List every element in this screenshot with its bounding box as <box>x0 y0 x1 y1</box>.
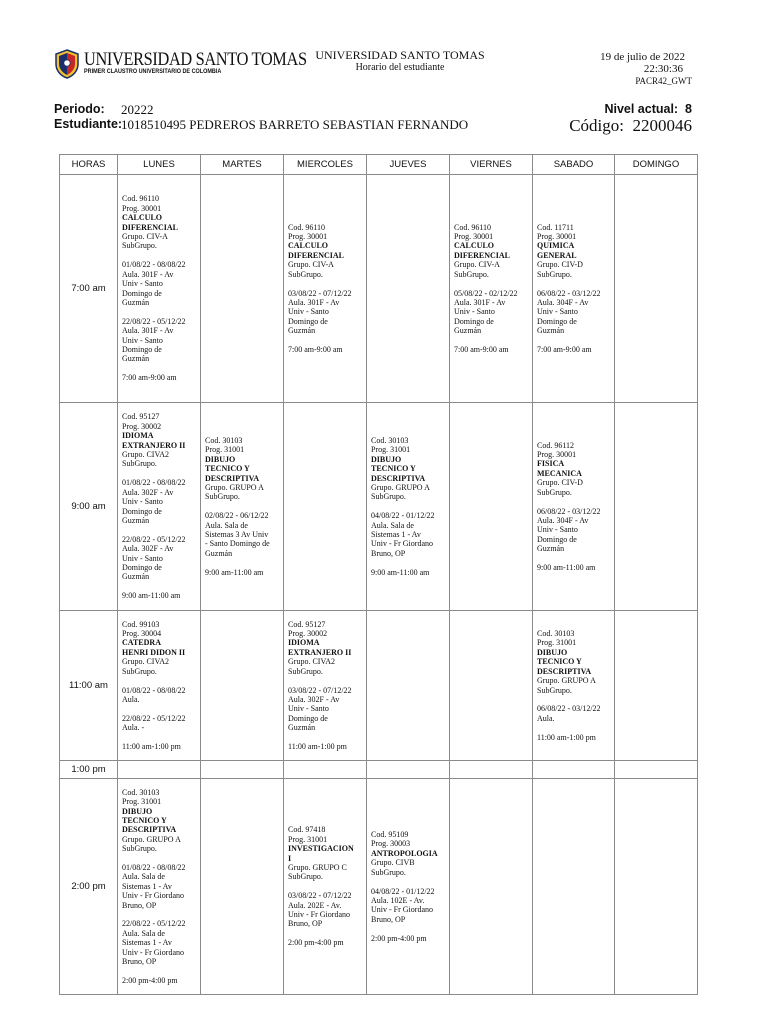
class-detail: Cod. 95109 <box>371 830 409 840</box>
class-block <box>201 436 283 577</box>
day-cell-martes <box>201 761 284 779</box>
course-name: DESCRIPTIVA <box>122 825 177 835</box>
class-detail: Bruno, OP <box>371 914 406 924</box>
periodo-label: Periodo: <box>54 102 105 116</box>
codigo-label: Código: <box>569 116 624 135</box>
codigo-value: 2200046 <box>632 116 692 135</box>
day-cell-sabado <box>533 611 615 761</box>
class-detail: SubGrupo. <box>371 492 406 502</box>
class-detail: SubGrupo. <box>288 666 323 676</box>
day-cell-lunes <box>118 403 201 611</box>
class-detail: Bruno, OP <box>288 919 323 929</box>
class-detail: Grupo. GRUPO A <box>537 676 596 686</box>
day-cell-viernes <box>450 761 533 779</box>
course-name: ANTROPOLOGIA <box>371 848 438 858</box>
class-block <box>118 620 200 752</box>
course-name: GENERAL <box>537 250 577 260</box>
schedule-row <box>60 611 698 761</box>
class-detail: Aula. 302F - Av <box>122 544 174 554</box>
hour-cell: 9:00 am <box>60 403 118 611</box>
course-name: IDIOMA <box>288 638 320 648</box>
class-detail: Prog. 30001 <box>454 232 494 242</box>
schedule-table <box>59 154 698 995</box>
class-detail: Domingo de <box>122 562 162 572</box>
estudiante-label: Estudiante: <box>54 117 123 131</box>
class-detail: Cod. 11711 <box>537 222 574 232</box>
class-detail: Univ - Fr Giordano <box>122 891 184 901</box>
col-header-domingo: DOMINGO <box>615 155 698 175</box>
class-detail: Cod. 30103 <box>122 787 160 797</box>
class-detail: 02/08/22 - 06/12/22 <box>205 511 269 521</box>
class-detail: 9:00 am-11:00 am <box>371 567 430 577</box>
class-detail: Cod. 96110 <box>454 222 492 232</box>
course-name: DIBUJO <box>371 454 402 464</box>
course-name: DESCRIPTIVA <box>371 473 426 483</box>
course-name: DESCRIPTIVA <box>537 666 592 676</box>
class-detail: SubGrupo. <box>371 867 406 877</box>
day-cell-viernes <box>450 779 533 995</box>
class-detail: 04/08/22 - 01/12/22 <box>371 511 435 521</box>
class-detail: SubGrupo. <box>122 844 157 854</box>
class-detail: Prog. 30001 <box>537 232 577 242</box>
class-block <box>367 830 449 943</box>
course-name: DIFERENCIAL <box>288 250 345 260</box>
day-cell-miercoles <box>284 779 367 995</box>
class-detail: Domingo de <box>122 344 162 354</box>
course-name: EXTRANJERO II <box>288 647 352 657</box>
day-cell-martes <box>201 611 284 761</box>
logo-tagline: PRIMER CLAUSTRO UNIVERSITARIO DE COLOMBIA <box>84 68 222 75</box>
class-detail: Prog. 31001 <box>371 445 411 455</box>
class-detail: Aula. 301F - Av <box>288 297 340 307</box>
course-name: DIFERENCIAL <box>122 222 179 232</box>
class-block <box>284 223 366 355</box>
class-detail: Bruno, OP <box>371 548 406 558</box>
class-detail: Guzmán <box>122 297 150 307</box>
crest-icon <box>54 49 80 79</box>
class-detail: Prog. 30004 <box>122 629 162 639</box>
class-detail: Cod. 30103 <box>205 435 243 445</box>
header-row <box>60 155 698 175</box>
class-detail: Univ - Santo <box>454 307 495 317</box>
class-detail: Grupo. GRUPO C <box>288 863 347 872</box>
class-block <box>367 436 449 577</box>
class-detail: 22/08/22 - 05/12/22 <box>122 316 186 326</box>
class-block <box>284 620 366 752</box>
class-detail: Cod. 99103 <box>122 619 160 629</box>
class-block <box>118 788 200 985</box>
class-detail: Aula. <box>122 694 140 704</box>
day-cell-miercoles <box>284 761 367 779</box>
class-detail: Grupo. CIVA2 <box>122 450 169 460</box>
class-detail: Aula. Sala de <box>122 928 165 938</box>
class-block <box>118 194 200 382</box>
class-detail: Guzmán <box>537 544 565 554</box>
day-cell-lunes <box>118 779 201 995</box>
course-name: FISICA <box>537 459 565 469</box>
class-detail: 11:00 am-1:00 pm <box>122 741 181 751</box>
class-detail: 2:00 pm-4:00 pm <box>288 938 344 948</box>
day-cell-jueves <box>367 403 450 611</box>
class-detail: 22/08/22 - 05/12/22 <box>122 534 186 544</box>
nivel-actual <box>520 102 692 117</box>
schedule-row <box>60 403 698 611</box>
class-detail: 2:00 pm-4:00 pm <box>122 975 178 985</box>
day-cell-sabado <box>533 779 615 995</box>
class-detail: 9:00 am-11:00 am <box>122 591 181 601</box>
class-detail: SubGrupo. <box>122 241 157 251</box>
class-detail: Aula. 304F - Av <box>537 515 589 525</box>
class-detail: SubGrupo. <box>537 487 572 497</box>
hour-cell: 11:00 am <box>60 611 118 761</box>
class-detail: Univ - Fr Giordano <box>371 905 433 915</box>
class-detail: Bruno, OP <box>122 957 157 967</box>
col-header-jueves: JUEVES <box>367 155 450 175</box>
class-detail: Guzmán <box>205 548 233 558</box>
class-detail: Univ - Fr Giordano <box>122 947 184 957</box>
report-code: PACR42_GWT <box>635 76 692 86</box>
day-cell-viernes <box>450 175 533 403</box>
class-detail: Guzmán <box>454 326 482 336</box>
class-detail: Cod. 95127 <box>288 619 326 629</box>
day-cell-jueves <box>367 175 450 403</box>
class-detail: SubGrupo. <box>288 872 323 882</box>
course-name: TECNICO Y <box>537 657 582 667</box>
class-detail: Grupo. CIVB <box>371 858 415 868</box>
day-cell-viernes <box>450 403 533 611</box>
class-detail: 01/08/22 - 08/08/22 <box>122 862 186 872</box>
course-name: CALCULO <box>122 213 163 223</box>
class-detail: Univ - Santo <box>288 704 329 714</box>
day-cell-martes <box>201 175 284 403</box>
class-detail: Guzmán <box>122 572 150 582</box>
class-detail: Cod. 30103 <box>371 435 409 445</box>
hour-cell: 1:00 pm <box>60 761 118 779</box>
class-detail: Aula. Sala de <box>371 520 414 530</box>
course-name: CALCULO <box>288 241 329 251</box>
class-detail: SubGrupo. <box>205 492 240 502</box>
class-detail: Domingo de <box>122 506 162 516</box>
course-name: TECNICO Y <box>371 464 416 474</box>
class-detail: Univ - Santo <box>537 525 578 535</box>
class-detail: Guzmán <box>288 326 316 336</box>
day-cell-domingo <box>615 611 698 761</box>
class-detail: Cod. 96110 <box>288 222 326 232</box>
class-detail: 03/08/22 - 07/12/22 <box>288 288 352 298</box>
hour-cell: 7:00 am <box>60 175 118 403</box>
report-time: 22:30:36 <box>643 63 683 75</box>
col-header-horas: HORAS <box>60 155 118 175</box>
class-detail: Aula. - <box>122 723 145 733</box>
class-block <box>533 223 614 355</box>
class-detail: 9:00 am-11:00 am <box>205 567 264 577</box>
class-detail: 2:00 pm-4:00 pm <box>371 933 427 943</box>
university-logo <box>54 49 307 79</box>
course-name: EXTRANJERO II <box>122 440 186 450</box>
class-detail: Aula. Sala de <box>205 520 248 530</box>
day-cell-domingo <box>615 761 698 779</box>
schedule-row <box>60 175 698 403</box>
class-detail: 22/08/22 - 05/12/22 <box>122 919 186 929</box>
class-detail: SubGrupo. <box>122 666 157 676</box>
class-detail: Grupo. CIVA2 <box>122 657 169 667</box>
class-detail: Domingo de <box>122 288 162 298</box>
class-detail: Grupo. CIV-A <box>454 260 500 270</box>
class-detail: Bruno, OP <box>122 900 157 910</box>
day-cell-miercoles <box>284 175 367 403</box>
report-date: 19 de julio de 2022 <box>600 51 685 63</box>
class-detail: Sistemas 1 - Av <box>122 938 172 948</box>
day-cell-martes <box>201 779 284 995</box>
course-name: I <box>288 853 292 863</box>
class-detail: 05/08/22 - 02/12/22 <box>454 288 518 298</box>
day-cell-lunes <box>118 175 201 403</box>
class-detail: 11:00 am-1:00 pm <box>537 732 596 742</box>
class-detail: Grupo. CIV-D <box>537 478 583 488</box>
day-cell-miercoles <box>284 403 367 611</box>
class-detail: Sistemas 1 - Av <box>122 881 172 891</box>
university-title: UNIVERSIDAD SANTO TOMAS <box>315 48 485 62</box>
class-detail: SubGrupo. <box>537 685 572 695</box>
class-detail: Grupo. CIV-D <box>537 260 583 270</box>
class-detail: Grupo. GRUPO A <box>122 834 181 844</box>
class-detail: Cod. 95127 <box>122 412 160 422</box>
class-detail: Prog. 30003 <box>371 839 411 849</box>
periodo-value: 20222 <box>121 102 154 117</box>
class-detail: 01/08/22 - 08/08/22 <box>122 685 186 695</box>
class-detail: Aula. Sala de <box>122 872 165 882</box>
class-detail: Grupo. GRUPO A <box>205 483 264 492</box>
class-detail: 7:00 am-9:00 am <box>454 344 509 354</box>
class-detail: Prog. 30002 <box>288 629 328 639</box>
class-detail: Prog. 30001 <box>122 203 162 213</box>
class-detail: 7:00 am-9:00 am <box>288 344 343 354</box>
class-detail: Guzmán <box>537 326 565 336</box>
class-detail: 06/08/22 - 03/12/22 <box>537 704 601 714</box>
class-detail: Aula. 102E - Av. <box>371 895 425 905</box>
schedule-row <box>60 779 698 995</box>
class-detail: Aula. 302F - Av <box>122 487 174 497</box>
day-cell-domingo <box>615 779 698 995</box>
course-name: DIBUJO <box>205 454 236 464</box>
class-detail: Aula. 301F - Av <box>122 326 174 336</box>
col-header-sabado: SABADO <box>533 155 615 175</box>
class-detail: Cod. 96112 <box>537 440 575 450</box>
class-detail: Domingo de <box>537 534 577 544</box>
class-detail: Cod. 97418 <box>288 825 326 835</box>
day-cell-sabado <box>533 403 615 611</box>
hour-cell: 2:00 pm <box>60 779 118 995</box>
class-detail: Grupo. CIV-A <box>288 260 334 270</box>
class-block <box>533 441 614 573</box>
class-detail: Univ - Santo <box>122 279 163 289</box>
class-block <box>118 412 200 600</box>
course-name: INVESTIGACION <box>288 844 354 854</box>
course-name: DESCRIPTIVA <box>205 473 260 483</box>
class-detail: Prog. 30002 <box>122 421 162 431</box>
day-cell-sabado <box>533 761 615 779</box>
course-name: QUIMICA <box>537 241 575 251</box>
day-cell-miercoles <box>284 611 367 761</box>
day-cell-jueves <box>367 611 450 761</box>
class-detail: 06/08/22 - 03/12/22 <box>537 506 601 516</box>
class-block <box>533 629 614 742</box>
class-detail: Aula. 302F - Av <box>288 694 340 704</box>
class-detail: SubGrupo. <box>537 269 572 279</box>
course-name: IDIOMA <box>122 431 154 441</box>
class-detail: Guzmán <box>122 515 150 525</box>
class-detail: Grupo. CIVA2 <box>288 657 335 667</box>
class-detail: Domingo de <box>454 316 494 326</box>
class-detail: 7:00 am-9:00 am <box>537 344 592 354</box>
class-detail: 03/08/22 - 07/12/22 <box>288 891 352 901</box>
course-name: HENRI DIDON II <box>122 647 186 657</box>
class-detail: SubGrupo. <box>122 459 157 469</box>
class-detail: Prog. 31001 <box>122 797 162 807</box>
class-detail: Guzmán <box>288 723 316 733</box>
class-detail: Aula. <box>537 713 555 723</box>
report-subtitle: Horario del estudiante <box>355 62 445 73</box>
class-detail: Domingo de <box>288 713 328 723</box>
col-header-miercoles: MIERCOLES <box>284 155 367 175</box>
course-name: TECNICO Y <box>122 815 167 825</box>
course-name: DIBUJO <box>537 647 568 657</box>
class-detail: Aula. 301F - Av <box>122 269 174 279</box>
class-detail: 01/08/22 - 08/08/22 <box>122 260 186 270</box>
day-cell-domingo <box>615 175 698 403</box>
class-detail: Aula. 304F - Av <box>537 297 589 307</box>
class-detail: SubGrupo. <box>288 269 323 279</box>
day-cell-sabado <box>533 175 615 403</box>
class-detail: 03/08/22 - 07/12/22 <box>288 685 352 695</box>
class-block <box>284 825 366 947</box>
class-detail: 9:00 am-11:00 am <box>537 562 596 572</box>
class-detail: Univ - Santo <box>537 307 578 317</box>
course-name: CATEDRA <box>122 638 161 648</box>
class-detail: Aula. 202E - Av. <box>288 900 342 910</box>
day-cell-jueves <box>367 779 450 995</box>
class-detail: Cod. 96110 <box>122 194 160 204</box>
class-detail: Prog. 30001 <box>537 450 577 460</box>
course-name: DIBUJO <box>122 806 153 816</box>
class-detail: Prog. 31001 <box>288 834 328 844</box>
class-detail: Guzmán <box>122 354 150 364</box>
class-detail: Prog. 31001 <box>205 445 245 455</box>
schedule-row <box>60 761 698 779</box>
class-block <box>450 223 532 355</box>
class-detail: Aula. 301F - Av <box>454 297 506 307</box>
class-detail: 04/08/22 - 01/12/22 <box>371 886 435 896</box>
course-name: TECNICO Y <box>205 464 250 474</box>
class-detail: Univ - Santo <box>288 307 329 317</box>
class-detail: - Santo Domingo de <box>205 539 270 549</box>
class-detail: Domingo de <box>537 316 577 326</box>
day-cell-domingo <box>615 403 698 611</box>
class-detail: Prog. 31001 <box>537 638 577 648</box>
class-detail: SubGrupo. <box>454 269 489 279</box>
class-detail: Univ - Santo <box>122 335 163 345</box>
class-detail: Prog. 30001 <box>288 232 328 242</box>
nivel-value: 8 <box>685 102 692 116</box>
col-header-lunes: LUNES <box>118 155 201 175</box>
col-header-viernes: VIERNES <box>450 155 533 175</box>
class-detail: Univ - Fr Giordano <box>288 910 350 920</box>
class-detail: Domingo de <box>288 316 328 326</box>
codigo <box>520 116 692 136</box>
day-cell-viernes <box>450 611 533 761</box>
class-detail: Univ - Fr Giordano <box>371 539 433 549</box>
class-detail: 11:00 am-1:00 pm <box>288 741 347 751</box>
day-cell-jueves <box>367 761 450 779</box>
class-detail: 06/08/22 - 03/12/22 <box>537 288 601 298</box>
class-detail: Univ - Santo <box>122 553 163 563</box>
course-name: CALCULO <box>454 241 495 251</box>
class-detail: 22/08/22 - 05/12/22 <box>122 713 186 723</box>
class-detail: 7:00 am-9:00 am <box>122 373 177 383</box>
estudiante-value: 1018510495 PEDREROS BARRETO SEBASTIAN FERNANDO <box>121 117 469 132</box>
class-detail: Sistemas 1 - Av <box>371 530 421 540</box>
class-detail: Sistemas 3 Av Univ <box>205 530 269 540</box>
day-cell-lunes <box>118 761 201 779</box>
course-name: DIFERENCIAL <box>454 250 511 260</box>
class-detail: Cod. 30103 <box>537 629 575 639</box>
course-name: MECANICA <box>537 468 582 478</box>
logo-name: UNIVERSIDAD SANTO TOMAS <box>84 49 307 70</box>
col-header-martes: MARTES <box>201 155 284 175</box>
day-cell-martes <box>201 403 284 611</box>
class-detail: Univ - Santo <box>122 497 163 507</box>
class-detail: Grupo. GRUPO A <box>371 483 430 492</box>
class-detail: 01/08/22 - 08/08/22 <box>122 478 186 488</box>
nivel-label: Nivel actual: <box>604 102 679 116</box>
day-cell-lunes <box>118 611 201 761</box>
class-detail: Grupo. CIV-A <box>122 232 168 242</box>
